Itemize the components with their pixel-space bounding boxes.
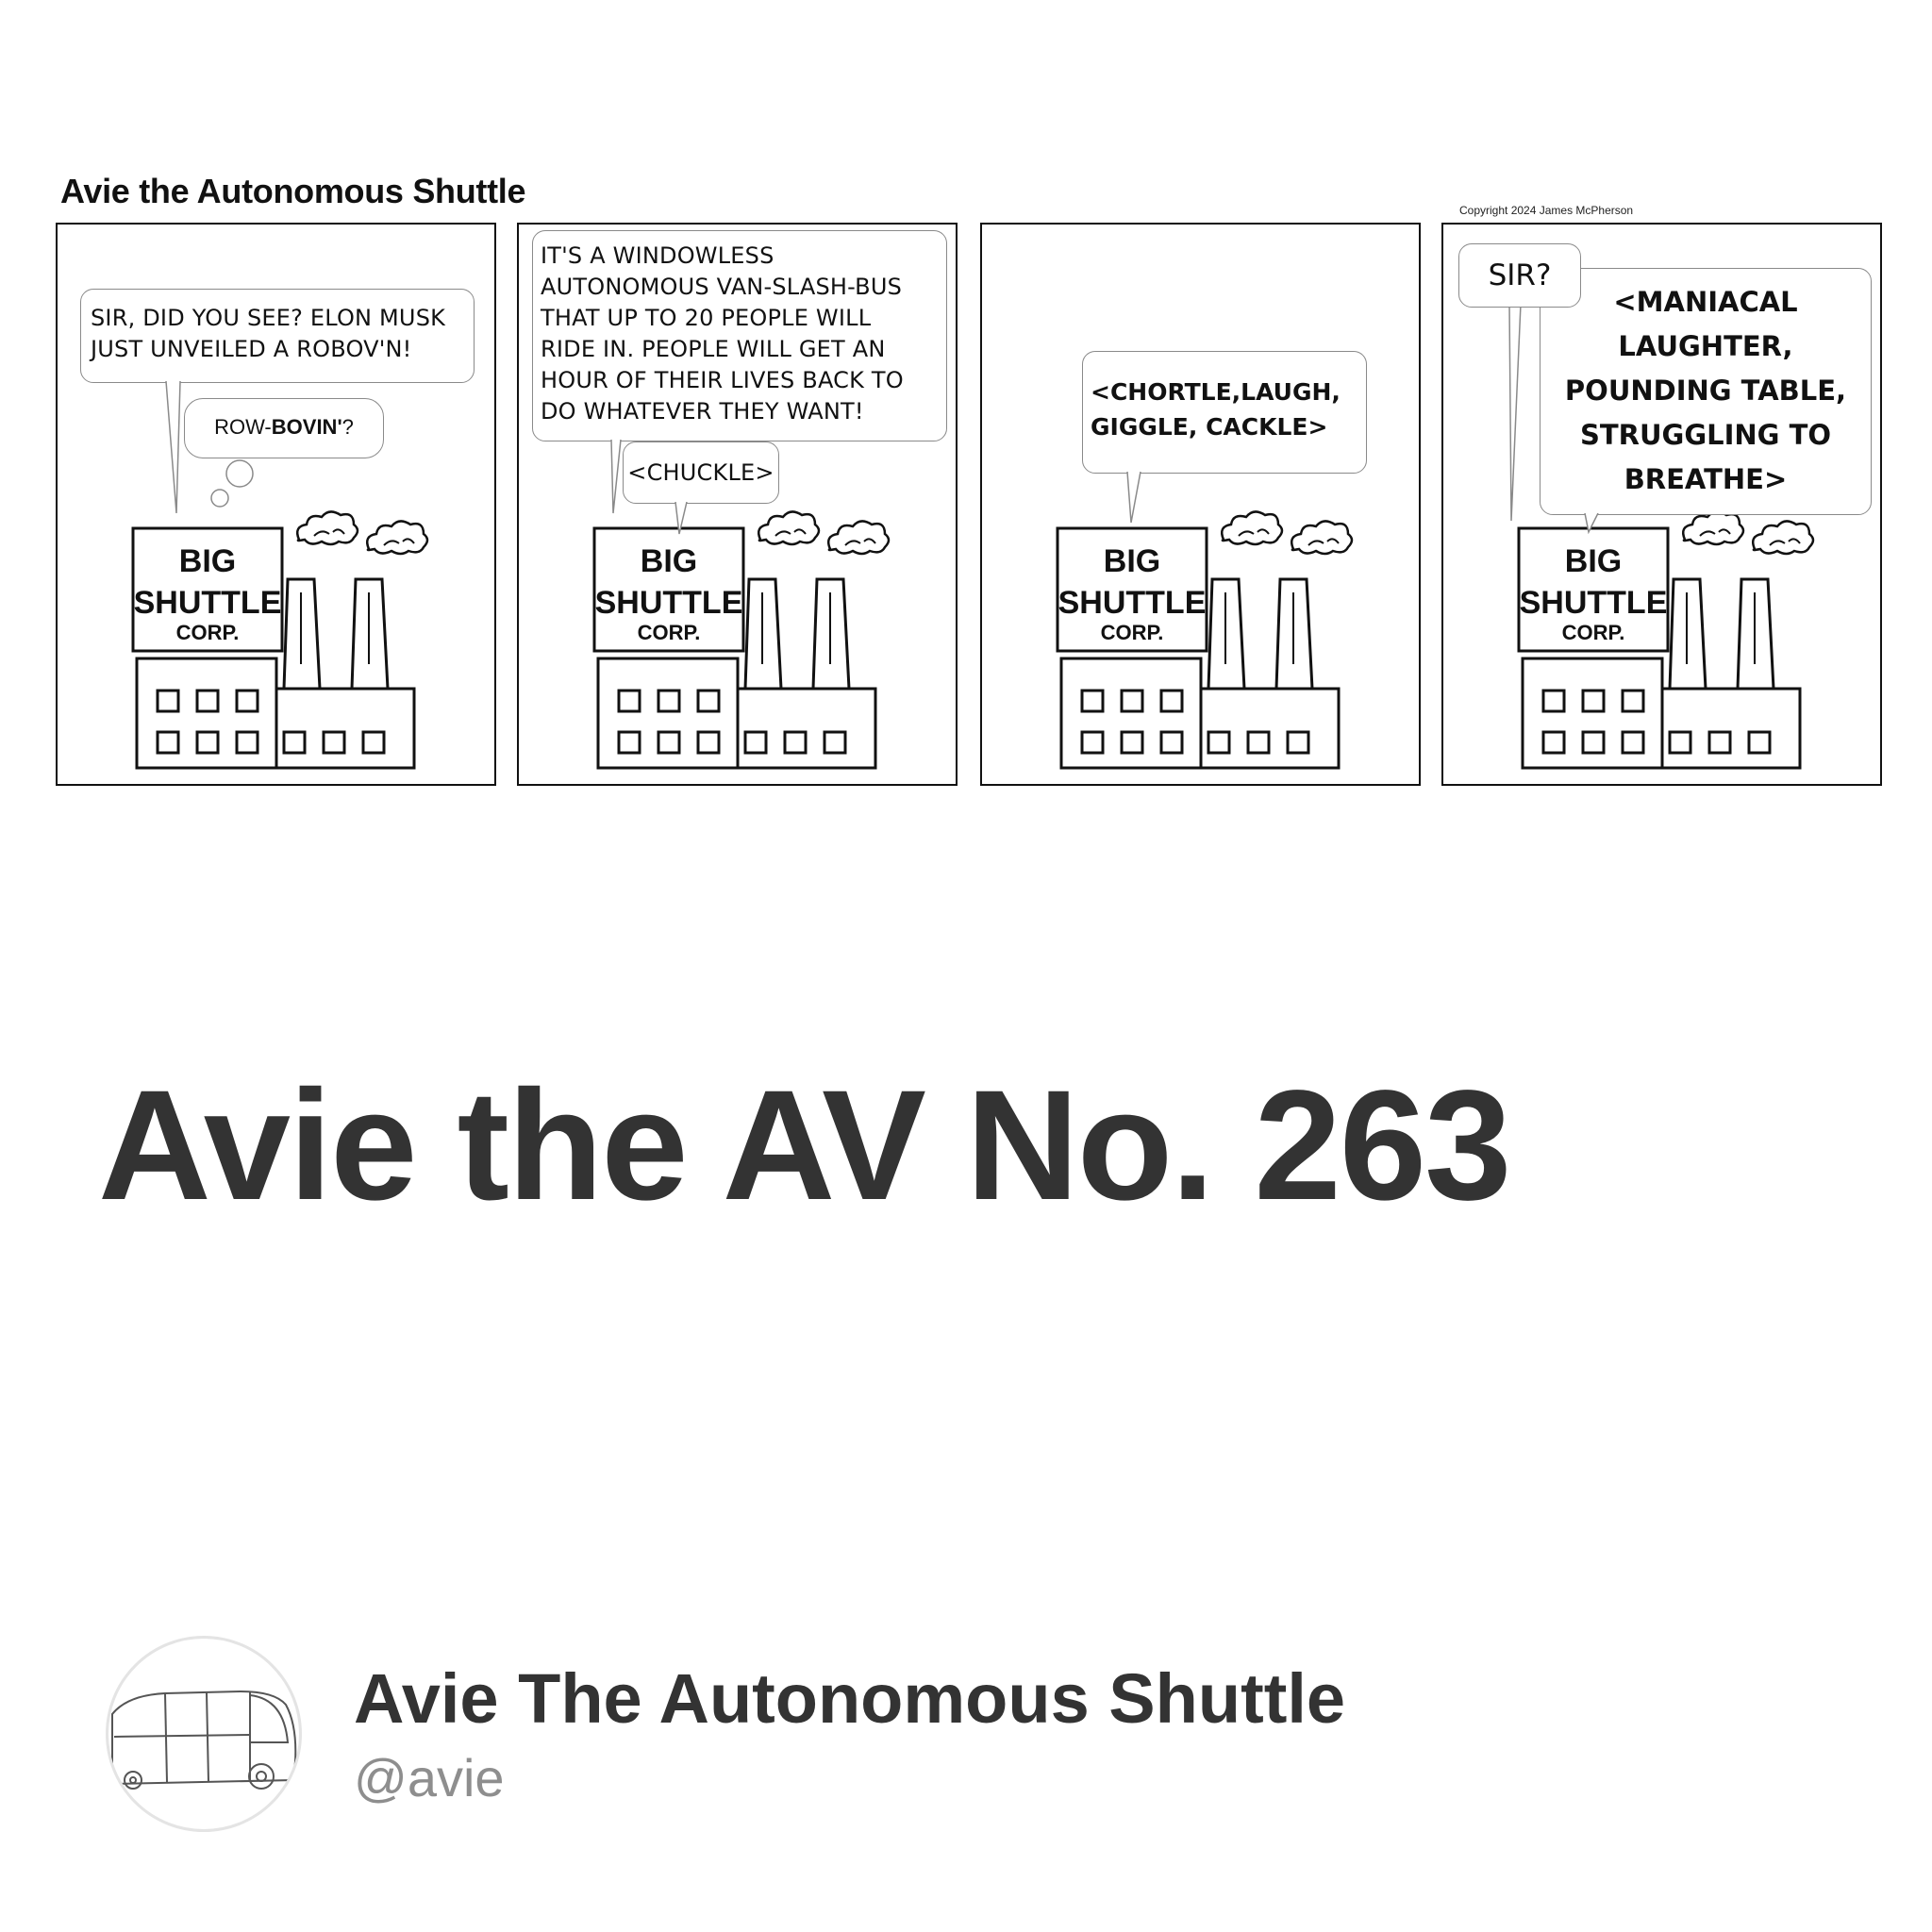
bubble-line: AUTONOMOUS VAN-SLASH-BUS: [541, 274, 903, 300]
factory-window: [237, 732, 258, 753]
bubble-line: RIDE IN. PEOPLE WILL GET AN: [541, 336, 886, 362]
factory-window: [284, 732, 305, 753]
sign-text: SHUTTLE: [133, 585, 282, 621]
thought-suffix: ?: [341, 415, 354, 439]
thought-emphasis: BOVIN': [271, 415, 342, 439]
sign-text: SHUTTLE: [1519, 585, 1668, 621]
factory-annex: [276, 689, 414, 768]
factory-window: [745, 732, 766, 753]
factory-window: [1082, 691, 1103, 711]
factory-window: [1749, 732, 1770, 753]
speech-bubble: [1540, 268, 1872, 515]
factory-annex: [738, 689, 875, 768]
factory-window: [197, 691, 218, 711]
factory-window: [324, 732, 344, 753]
bubble-line: GIGGLE, CACKLE>: [1091, 413, 1328, 441]
author-avatar[interactable]: [106, 1636, 302, 1832]
smoke-cloud: [1222, 511, 1282, 544]
thought-bubble: [184, 398, 384, 458]
author-name[interactable]: Avie The Autonomous Shuttle: [354, 1659, 1346, 1738]
sign-text: CORP.: [1561, 621, 1625, 644]
comic-copyright: Copyright 2024 James McPherson: [1459, 204, 1634, 217]
bubble-line: <MANIACAL: [1613, 286, 1798, 318]
comic-panel-3: [980, 223, 1421, 786]
factory-window: [1082, 732, 1103, 753]
factory-illustration: [982, 225, 1421, 786]
factory-window: [824, 732, 845, 753]
sign-text: SHUTTLE: [1058, 585, 1207, 621]
comic-panel-1: [56, 223, 496, 786]
sign-text: CORP.: [637, 621, 701, 644]
author-handle[interactable]: @avie: [354, 1748, 505, 1807]
speech-bubble: [1082, 351, 1367, 474]
factory-window: [785, 732, 806, 753]
factory-window: [698, 691, 719, 711]
factory-window: [1670, 732, 1690, 753]
factory-window: [363, 732, 384, 753]
smoke-cloud: [297, 511, 358, 544]
bubble-line: THAT UP TO 20 PEOPLE WILL: [541, 305, 872, 331]
speech-tail: [1583, 513, 1606, 534]
factory-window: [1543, 691, 1564, 711]
speech-bubble-chuckle: <CHUCKLE>: [623, 441, 779, 504]
factory-window: [1208, 732, 1229, 753]
speech-bubble: [532, 230, 947, 441]
factory-window: [197, 732, 218, 753]
factory-window: [1122, 691, 1142, 711]
thought-prefix: ROW-: [214, 415, 272, 439]
bubble-line: JUST UNVEILED A ROBOV'N!: [91, 336, 412, 362]
sign-text: BIG: [178, 543, 237, 579]
factory-window: [237, 691, 258, 711]
factory-window: [1248, 732, 1269, 753]
speech-bubble: [80, 289, 475, 383]
smoke-cloud: [367, 521, 427, 554]
factory-window: [1161, 691, 1182, 711]
sign-text: BIG: [640, 543, 698, 579]
sign-text: BIG: [1564, 543, 1623, 579]
bubble-line: POUNDING TABLE,: [1564, 375, 1847, 407]
factory-window: [1583, 732, 1604, 753]
sign-text: BIG: [1103, 543, 1161, 579]
bubble-line: LAUGHTER,: [1618, 330, 1793, 362]
factory-annex: [1662, 689, 1800, 768]
bubble-line: STRUGGLING TO: [1579, 419, 1832, 451]
bubble-line: HOUR OF THEIR LIVES BACK TO: [541, 367, 904, 393]
comic-panel-4: [1441, 223, 1882, 786]
smoke-cloud: [1291, 521, 1352, 554]
factory-window: [1122, 732, 1142, 753]
bubble-line: DO WHATEVER THEY WANT!: [541, 398, 864, 425]
speech-tail: [674, 502, 692, 536]
factory-annex: [1201, 689, 1339, 768]
comic-panel-2: [517, 223, 958, 786]
factory-window: [1543, 732, 1564, 753]
factory-window: [1288, 732, 1308, 753]
factory-window: [698, 732, 719, 753]
factory-window: [1583, 691, 1604, 711]
factory-window: [158, 691, 178, 711]
smoke-cloud: [1753, 521, 1813, 554]
factory-window: [619, 691, 640, 711]
thought-dots: [208, 457, 265, 513]
comic-strip-title: Avie the Autonomous Shuttle: [60, 172, 526, 210]
bubble-line: <CHORTLE,LAUGH,: [1091, 378, 1341, 406]
factory-window: [1161, 732, 1182, 753]
speech-tail: [1125, 472, 1148, 525]
factory-window: [619, 732, 640, 753]
sign-text: CORP.: [1100, 621, 1164, 644]
smoke-cloud: [1683, 511, 1743, 544]
factory-window: [1709, 732, 1730, 753]
factory-window: [658, 732, 679, 753]
sign-text: SHUTTLE: [594, 585, 743, 621]
factory-window: [1623, 691, 1643, 711]
bubble-line: SIR, DID YOU SEE? ELON MUSK: [91, 305, 446, 331]
bubble-line: BREATHE>: [1624, 463, 1788, 495]
post-title: Avie the AV No. 263: [98, 1058, 1510, 1233]
factory-window: [158, 732, 178, 753]
bubble-line: IT'S A WINDOWLESS: [541, 242, 774, 269]
sign-text: CORP.: [175, 621, 240, 644]
factory-window: [658, 691, 679, 711]
shuttle-icon: [108, 1639, 302, 1832]
smoke-cloud: [758, 511, 819, 544]
factory-window: [1623, 732, 1643, 753]
speech-bubble-sir: SIR?: [1458, 243, 1581, 308]
smoke-cloud: [828, 521, 889, 554]
speech-tail: [1504, 304, 1532, 523]
